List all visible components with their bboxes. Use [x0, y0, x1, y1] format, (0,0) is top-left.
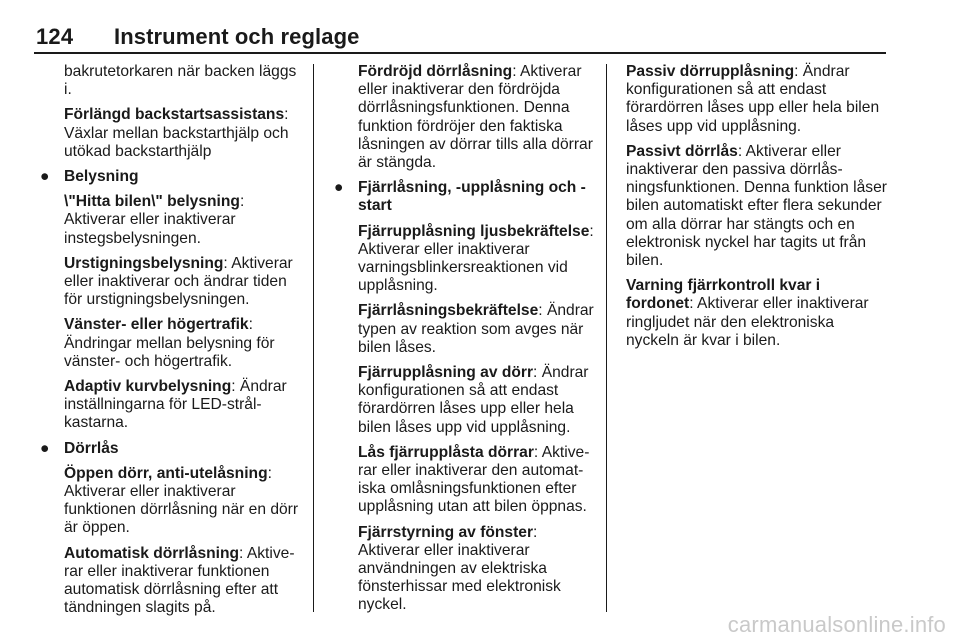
section-heading-text: Fjärrlåsning, -upplåsning och -start — [358, 179, 586, 215]
text-column-1 — [40, 63, 302, 624]
paragraph — [40, 255, 302, 310]
paragraph — [40, 106, 302, 161]
bullet-icon: ● — [40, 439, 50, 457]
setting-description: : Aktiverar eller inaktiverar funktionen automatisk dörrlåsning efter att tändningen slagits på. — [64, 544, 295, 617]
setting-description: : Aktiverar eller inaktiverar ringljudet när den elektroniska nyckeln är kvar i bilen. — [626, 295, 869, 349]
setting-term: Varning fjärrkontroll kvar i fordonet — [626, 277, 821, 313]
paragraph — [334, 444, 596, 517]
paragraph — [334, 524, 596, 615]
setting-description: : Aktiverar eller inaktiverar och ändrar tiden för urstigningsbelysningen. — [64, 254, 293, 309]
header-divider — [34, 52, 886, 54]
setting-term: Urstigningsbelysning — [64, 254, 224, 272]
setting-term: Förlängd backstartsassistans — [64, 106, 285, 124]
paragraph — [40, 378, 302, 433]
setting-term: Passivt dörrlås — [626, 142, 738, 160]
bullet-icon: ● — [334, 179, 344, 197]
section-heading-text: Belysning — [64, 168, 139, 186]
setting-term: Passiv dörrupplåsning — [626, 63, 795, 80]
paragraph — [626, 143, 888, 270]
setting-description: : Aktiverar eller inaktiverar den fördröjda dörrlåsningsfunktionen. Denna funktion fördröjer den faktiska låsningen av dörrar tills alla dörrar är stängda. — [358, 63, 593, 172]
paragraph — [40, 465, 302, 538]
bullet-icon: ● — [40, 168, 50, 186]
paragraph — [626, 63, 888, 136]
column-divider-1 — [313, 64, 314, 612]
setting-term: Öppen dörr, anti-utelåsning — [64, 464, 268, 482]
paragraph — [40, 63, 302, 99]
section-heading — [40, 168, 302, 186]
paragraph-text: bakrutetorkaren när backen läggs i. — [64, 63, 297, 99]
chapter-title: Instrument och reglage — [114, 24, 360, 49]
setting-description: : Aktiverar eller inaktiverar varningsblinkersreaktionen vid upplåsning. — [358, 222, 594, 295]
setting-description: : Aktiverar eller inaktiverar den passiva dörrlåsningsfunktionen. Denna funktion låser bilen automatiskt efter flera sekunder om alla dörrar har stängts och en elektronisk nyckel har tagits ut från bilen. — [626, 142, 887, 270]
setting-description: : Aktiverar eller inaktiverar den automatiska omlåsningsfunktionen efter upplåsning utan att bilen öppnas. — [358, 443, 590, 516]
setting-term: Fjärrupplåsning av dörr — [358, 364, 534, 382]
page-number: 124 — [36, 24, 74, 49]
setting-term: Automatisk dörrlåsning — [64, 544, 240, 562]
watermark-text: carmanualsonline.info — [727, 612, 946, 637]
setting-description: : Ändrar inställningarna för LED-strålkastarna. — [64, 378, 287, 432]
section-heading-text: Dörrlås — [64, 439, 119, 457]
paragraph — [334, 364, 596, 437]
text-column-3 — [626, 63, 888, 357]
setting-term: Fjärrupplåsning ljusbekräftelse — [358, 222, 590, 240]
setting-description: : Växlar mellan backstarthjälp och utökad backstarthjälp — [64, 106, 289, 160]
setting-term: Fördröjd dörrlåsning — [358, 63, 513, 80]
paragraph — [40, 545, 302, 618]
setting-description: : Ändringar mellan belysning för vänster- och högertrafik. — [64, 316, 275, 370]
column-divider-2 — [606, 64, 607, 612]
paragraph — [626, 277, 888, 350]
text-column-2 — [334, 63, 596, 622]
paragraph — [334, 63, 596, 172]
setting-description: : Ändrar konfigurationen så att endast förardörren låses upp eller hela bilen låses upp vid upplåsning. — [626, 63, 880, 135]
setting-term: Fjärrstyrning av fönster — [358, 523, 534, 541]
paragraph — [40, 316, 302, 371]
setting-description: : Ändrar typen av reaktion som avges när bilen låses. — [358, 302, 594, 356]
setting-description: : Aktiverar eller inaktiverar användningen av elektriska fönsterhissar med elektronisk nyckel. — [358, 523, 561, 614]
paragraph — [334, 302, 596, 357]
setting-term: Adaptiv kurvbelysning — [64, 378, 232, 396]
setting-description: : Aktiverar eller inaktiverar instegsbelysningen. — [64, 193, 245, 247]
paragraph — [40, 193, 302, 248]
setting-term: Vänster- eller högertrafik — [64, 316, 249, 334]
page-header — [0, 0, 960, 56]
paragraph — [334, 223, 596, 296]
section-heading — [40, 440, 302, 458]
setting-term: Lås fjärrupplåsta dörrar — [358, 443, 534, 461]
setting-description: : Aktiverar eller inaktiverar funktionen dörrlåsning när en dörr är öppen. — [64, 464, 299, 537]
setting-term: \"Hitta bilen\" belysning — [64, 193, 240, 211]
setting-term: Fjärrlåsningsbekräftelse — [358, 302, 539, 320]
section-heading — [334, 179, 596, 215]
setting-description: : Ändrar konfigurationen så att endast förardörren låses upp eller hela bilen låses upp vid upplåsning. — [358, 364, 589, 436]
